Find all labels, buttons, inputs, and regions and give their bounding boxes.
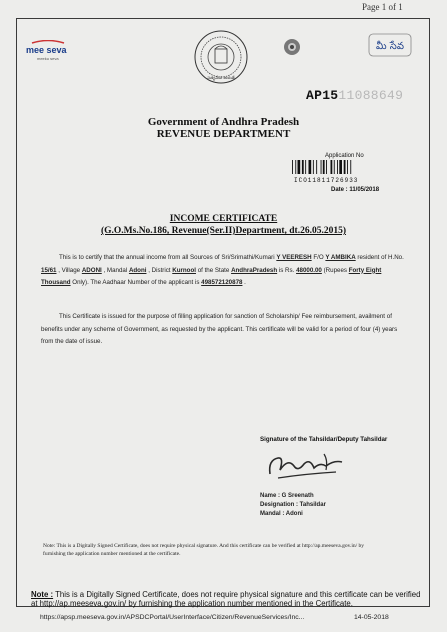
certificate-body-paragraph-2: This Certificate is issued for the purpose of filling application for sanction of Scholarship/ Fee reimbursement, availment of benefits under any scheme of Government, as requested by the applicant. This certificate will be valid for a period of four (4) years from the date of issue. bbox=[41, 313, 398, 345]
certificate-body-paragraph-1: This is to certify that the annual income from all Sources of Sri/Srimathi/Kumari Y VEERESH F/O Y AMBIKA resident of H.No. 15/61 , Village ADONI , Mandal Adoni , District Kurnool of the State AndhraPradesh is Rs. 48000.00 (Rupees Forty Eight Thousand Only). The Aadhaar Number of the applicant is 498572120878 . bbox=[41, 254, 404, 286]
income-amount: 48000.00 bbox=[296, 266, 322, 274]
aadhaar-number: 498572120878 bbox=[201, 279, 243, 286]
tahsildar-mandal: Mandal : Adoni bbox=[260, 511, 303, 517]
barcode-bar bbox=[344, 160, 346, 174]
barcode-bar bbox=[350, 160, 351, 174]
tahsildar-name: Name : G Sreenath bbox=[260, 493, 314, 499]
digital-signature-note: Note: This is a Digitally Signed Certificate, does not require physical signature. And this certificate can be verified at http://ap.meeseva.gov.in/ by furnishing the application number mentioned at the certificate. bbox=[43, 543, 365, 557]
barcode-bar bbox=[305, 160, 306, 174]
house-number: 15/61 bbox=[41, 266, 57, 274]
district-name: Kurnool bbox=[172, 266, 196, 274]
barcode-bar bbox=[321, 160, 322, 174]
mee-seva-telugu-logo bbox=[368, 33, 412, 57]
mandal-name: Adoni bbox=[128, 266, 147, 274]
barcode-icon bbox=[292, 160, 372, 174]
serial-digits: 11088649 bbox=[338, 88, 404, 103]
barcode-bar bbox=[309, 160, 312, 174]
issue-date: Date : 11/05/2018 bbox=[331, 187, 380, 193]
parent-name: Y AMBIKA bbox=[325, 254, 356, 261]
serial-prefix: AP15 bbox=[306, 88, 339, 103]
barcode-bar bbox=[292, 160, 293, 174]
barcode-bar bbox=[323, 160, 325, 174]
department-heading: REVENUE DEPARTMENT bbox=[156, 128, 291, 140]
mee-seva-tagline: meeku seva bbox=[37, 56, 59, 61]
application-number: ICO11811726933 bbox=[294, 177, 359, 184]
signature-image bbox=[264, 448, 348, 484]
application-number-label: Application No bbox=[325, 153, 364, 159]
serial-number bbox=[306, 88, 403, 103]
state-name: AndhraPradesh bbox=[231, 266, 278, 274]
barcode-bar bbox=[331, 160, 333, 174]
barcode-bar bbox=[298, 160, 301, 174]
mee-seva-logo bbox=[24, 40, 72, 62]
barcode-bar bbox=[302, 160, 304, 174]
telugu-logo-text: మీ సేవ bbox=[376, 41, 404, 52]
barcode-bar bbox=[339, 160, 342, 174]
ap-emblem-icon bbox=[193, 29, 249, 85]
applicant-name: Y VEERESH bbox=[276, 254, 312, 261]
barcode-bar bbox=[295, 160, 296, 174]
barcode-bar bbox=[326, 160, 327, 174]
income-amount-words: Forty Eight Thousand bbox=[41, 266, 382, 286]
round-seal-icon bbox=[283, 38, 301, 56]
mee-seva-logo-text: mee seva bbox=[26, 45, 67, 55]
certificate-subtitle: (G.O.Ms.No.186, Revenue(Ser.II)Department, dt.26.05.2015) bbox=[100, 226, 347, 236]
barcode-bar bbox=[334, 160, 335, 174]
barcode-bar bbox=[316, 160, 317, 174]
government-heading: Government of Andhra Pradesh bbox=[147, 116, 300, 128]
barcode-bar bbox=[347, 160, 348, 174]
footer-url: https://apsp.meeseva.gov.in/APSDCPortal/UserInterface/Citizen/RevenueServices/Inc... bbox=[40, 614, 305, 621]
village-name: ADONI bbox=[81, 266, 102, 274]
tahsildar-designation: Designation : Tahsildar bbox=[260, 502, 326, 508]
emblem-motto: సత్యమేవ జయతే bbox=[207, 75, 235, 80]
note-label: Note : bbox=[31, 590, 54, 599]
page-number: Page 1 of 1 bbox=[362, 2, 403, 12]
footer-date: 14-05-2018 bbox=[354, 614, 389, 621]
certificate-title: INCOME CERTIFICATE bbox=[169, 214, 278, 224]
barcode-bar bbox=[313, 160, 314, 174]
signature-title: Signature of the Tahsildar/Deputy Tahsildar bbox=[260, 436, 388, 443]
barcode-bar bbox=[337, 160, 338, 174]
note-text: This is a Digitally Signed Certificate, does not require physical signature and this certificate can be verified at http://ap.meeseva.gov.in/ by furnishing the application number mentioned in the Certificate. bbox=[31, 590, 421, 608]
digital-signature-note-large bbox=[31, 590, 421, 608]
